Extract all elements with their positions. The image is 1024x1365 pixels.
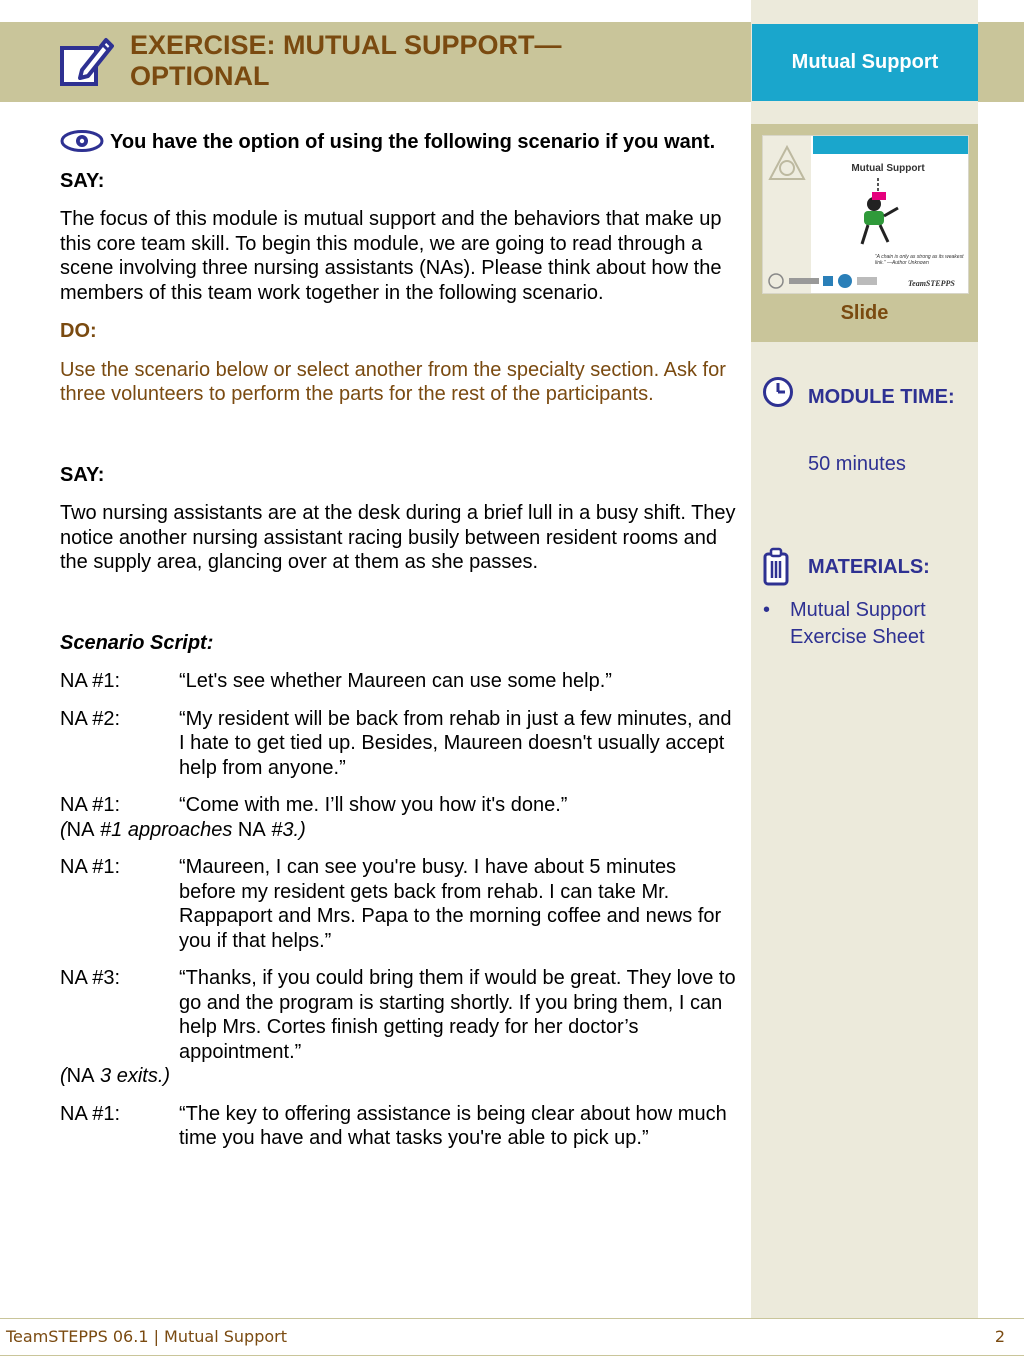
script-line: [60, 707, 736, 781]
say-label-2: SAY:: [60, 463, 105, 486]
main-content: [60, 130, 736, 1151]
slide-thumb-title: Mutual Support: [851, 163, 925, 174]
materials-list: [763, 597, 963, 651]
script-line: [60, 793, 736, 818]
page-title-line1: EXERCISE: MUTUAL SUPPORT—: [130, 30, 562, 60]
agency-logos-icon: [767, 272, 897, 290]
page-title: [130, 30, 740, 92]
script-text: “Thanks, if you could bring them if would be great. They love to go and the program is starting shortly. If you bring them, I can help Mrs. Cortes finish getting ready for her doctor’s appointment.”: [179, 967, 736, 1063]
say-text-2: Two nursing assistants are at the desk during a brief lull in a busy shift. They notice another nursing assistant racing busily between resident rooms and the supply area, glancing over at them as she passes.: [60, 502, 736, 573]
module-time-value: 50 minutes: [808, 453, 906, 475]
page-title-line2: OPTIONAL: [130, 61, 270, 91]
script-text: “The key to offering assistance is being clear about how much time you have and what tasks you're able to pick up.”: [179, 1102, 727, 1149]
script-text: “Come with me. I’ll show you how it's done.”: [179, 794, 568, 816]
slide-label: Slide: [840, 302, 889, 324]
slide-thumb-brand: TeamSTEPPS: [908, 279, 955, 288]
teamstepps-logo-icon: [767, 144, 807, 184]
script-speaker: NA #3:: [60, 967, 121, 989]
do-label: DO:: [60, 320, 97, 342]
materials-item: • Mutual Support Exercise Sheet: [763, 597, 963, 651]
say-label-1: SAY:: [60, 169, 105, 192]
materials-clipboard-icon: [762, 546, 790, 586]
module-time-label: MODULE TIME:: [808, 386, 955, 408]
materials-label: MATERIALS:: [808, 556, 930, 578]
script-speaker: NA #1:: [60, 794, 121, 816]
eye-icon: [60, 130, 104, 152]
script-speaker: NA #1:: [60, 1102, 121, 1125]
clock-icon: [762, 376, 794, 408]
stage-direction: (NA #1 approaches NA #3.): [60, 818, 306, 841]
script-text: “Maureen, I can see you're busy. I have about 5 minutes before my resident gets back from rehab. I can take Mr. Rappaport and Mrs. Papa to the morning coffee and news for you if that helps.”: [179, 856, 722, 952]
script-speaker: NA #1:: [60, 670, 121, 692]
header-band-right: [978, 22, 1024, 102]
intro-text: You have the option of using the following scenario if you want.: [110, 131, 716, 153]
exercise-pencil-icon: [58, 34, 114, 90]
do-text: Use the scenario below or select another from the specialty section. Ask for three volunteers to perform the parts for the rest of the participants.: [60, 358, 726, 405]
page-number: 2: [994, 1327, 1005, 1346]
footer-divider-top: [0, 1318, 1024, 1319]
slide-thumb-caption: “A chain is only as strong as its weakest link.” —Author Unknown: [875, 254, 964, 266]
footer-text: TeamSTEPPS 06.1 | Mutual Support: [6, 1327, 287, 1346]
script-line: [60, 669, 736, 694]
scenario-script-heading: Scenario Script:: [60, 631, 214, 654]
script-line: [60, 1102, 736, 1151]
script-text: “Let's see whether Maureen can use some help.”: [179, 670, 612, 692]
chain-cartoon-icon: [848, 178, 908, 253]
stage-direction: (NA 3 exits.): [60, 1065, 171, 1087]
say-text-1: The focus of this module is mutual support and the behaviors that make up this core team skill. To begin this module, we are going to read through a scene involving three nursing assistants (NAs). Please think about how the members of this team work together in the following scenario.: [60, 208, 722, 304]
script-line: [60, 855, 736, 953]
script-speaker: NA #2:: [60, 707, 121, 730]
footer-divider-bottom: [0, 1355, 1024, 1356]
intro-paragraph: [60, 130, 736, 155]
script-text: “My resident will be back from rehab in just a few minutes, and I hate to get tied up. Besides, Maureen doesn't usually accept help from anyone.”: [179, 707, 732, 779]
script-line: [60, 966, 736, 1064]
slide-thumbnail: [762, 135, 969, 294]
module-tab: Mutual Support: [752, 24, 978, 101]
script-speaker: NA #1:: [60, 856, 121, 878]
